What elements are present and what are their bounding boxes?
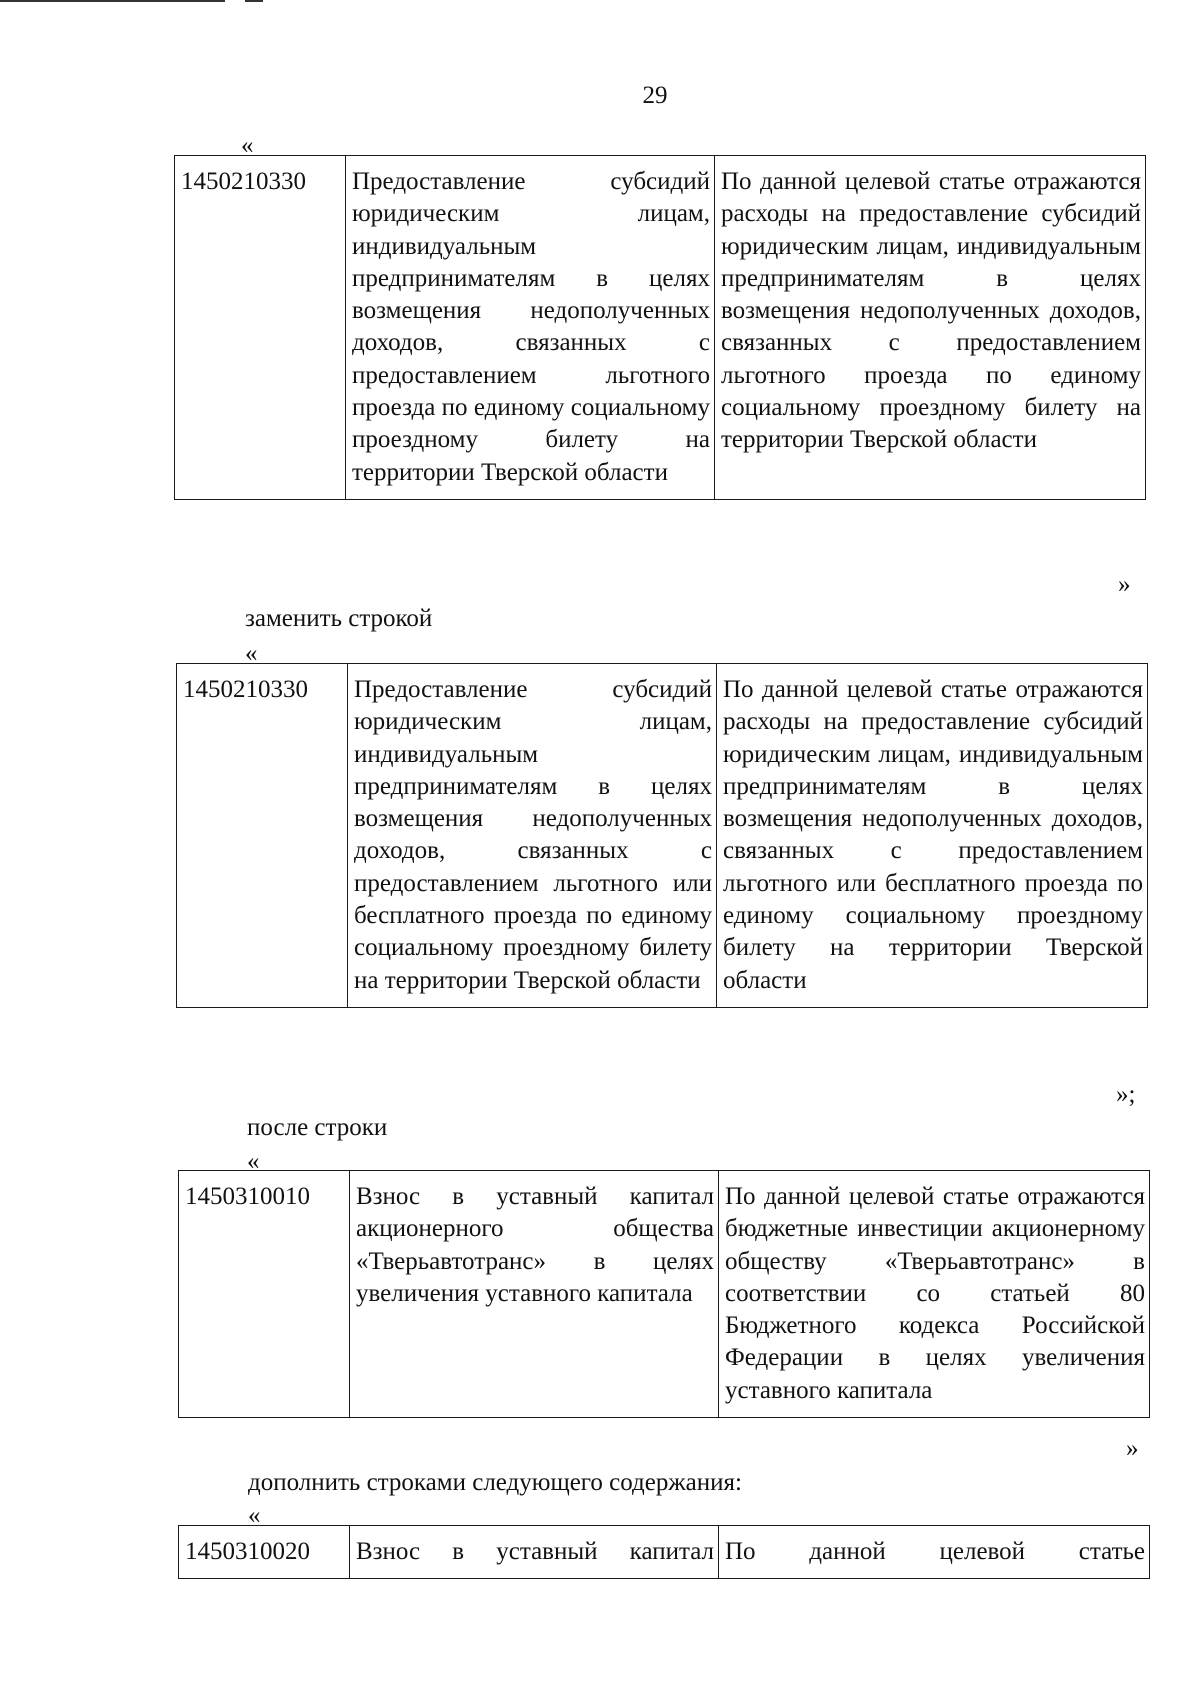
table-row — [179, 1171, 1150, 1418]
instruction-text: дополнить строками следующего содержания: — [248, 1469, 742, 1496]
description-cell: По данной целевой статье отражаются бюджетные инвестиции акционерному обществу «Тверьавтотранс» в соответствии со статьей 80 Бюджетного кодекса Российской Федерации в целях увеличения уставного капитала — [719, 1171, 1150, 1418]
name-cell: Взнос в уставный капитал — [350, 1526, 719, 1579]
name-cell: Предоставление субсидий юридическим лицам, индивидуальным предпринимателям в целях возмещения недополученных доходов, связанных с предоставлением льготного проезда по единому социальному проездному билету на территории Тверской области — [346, 156, 715, 500]
description-cell: По данной целевой статье отражаются расходы на предоставление субсидий юридическим лицам, индивидуальным предпринимателям в целях возмещения недополученных доходов, связанных с предоставлением льготного проезда по единому социальному проездному билету на территории Тверской области — [715, 156, 1146, 500]
open-quote: « — [248, 1502, 261, 1529]
close-quote: » — [1118, 571, 1131, 598]
close-quote: »; — [1116, 1081, 1136, 1108]
code-table — [176, 663, 1148, 1008]
table-row — [177, 664, 1148, 1008]
scan-mark-top-left — [0, 0, 225, 2]
code-cell: 1450210330 — [177, 664, 348, 1008]
table-row — [175, 156, 1146, 500]
code-cell: 1450310020 — [179, 1526, 350, 1579]
code-cell: 1450210330 — [175, 156, 346, 500]
open-quote: « — [245, 640, 258, 667]
page-number: 29 — [642, 82, 668, 109]
name-cell: Предоставление субсидий юридическим лицам, индивидуальным предпринимателям в целях возмещения недополученных доходов, связанных с предоставлением льготного или бесплатного проезда по единому социальному проездному билету на территории Тверской области — [348, 664, 717, 1008]
table-row — [179, 1526, 1150, 1579]
code-cell: 1450310010 — [179, 1171, 350, 1418]
description-cell: По данной целевой статье — [719, 1526, 1150, 1579]
code-table — [178, 1170, 1150, 1418]
code-table — [174, 155, 1146, 500]
open-quote: « — [241, 132, 254, 159]
close-quote: » — [1126, 1435, 1139, 1462]
name-cell: Взнос в уставный капитал акционерного общества «Тверьавтотранс» в целях увеличения уставного капитала — [350, 1171, 719, 1418]
instruction-text: заменить строкой — [245, 605, 433, 632]
open-quote: « — [247, 1148, 260, 1175]
instruction-text: после строки — [247, 1114, 388, 1141]
scan-mark-top — [245, 0, 263, 2]
code-table — [178, 1525, 1150, 1579]
description-cell: По данной целевой статье отражаются расходы на предоставление субсидий юридическим лицам, индивидуальным предпринимателям в целях возмещения недополученных доходов, связанных с предоставлением льготного или бесплатного проезда по единому социальному проездному билету на территории Тверской области — [717, 664, 1148, 1008]
